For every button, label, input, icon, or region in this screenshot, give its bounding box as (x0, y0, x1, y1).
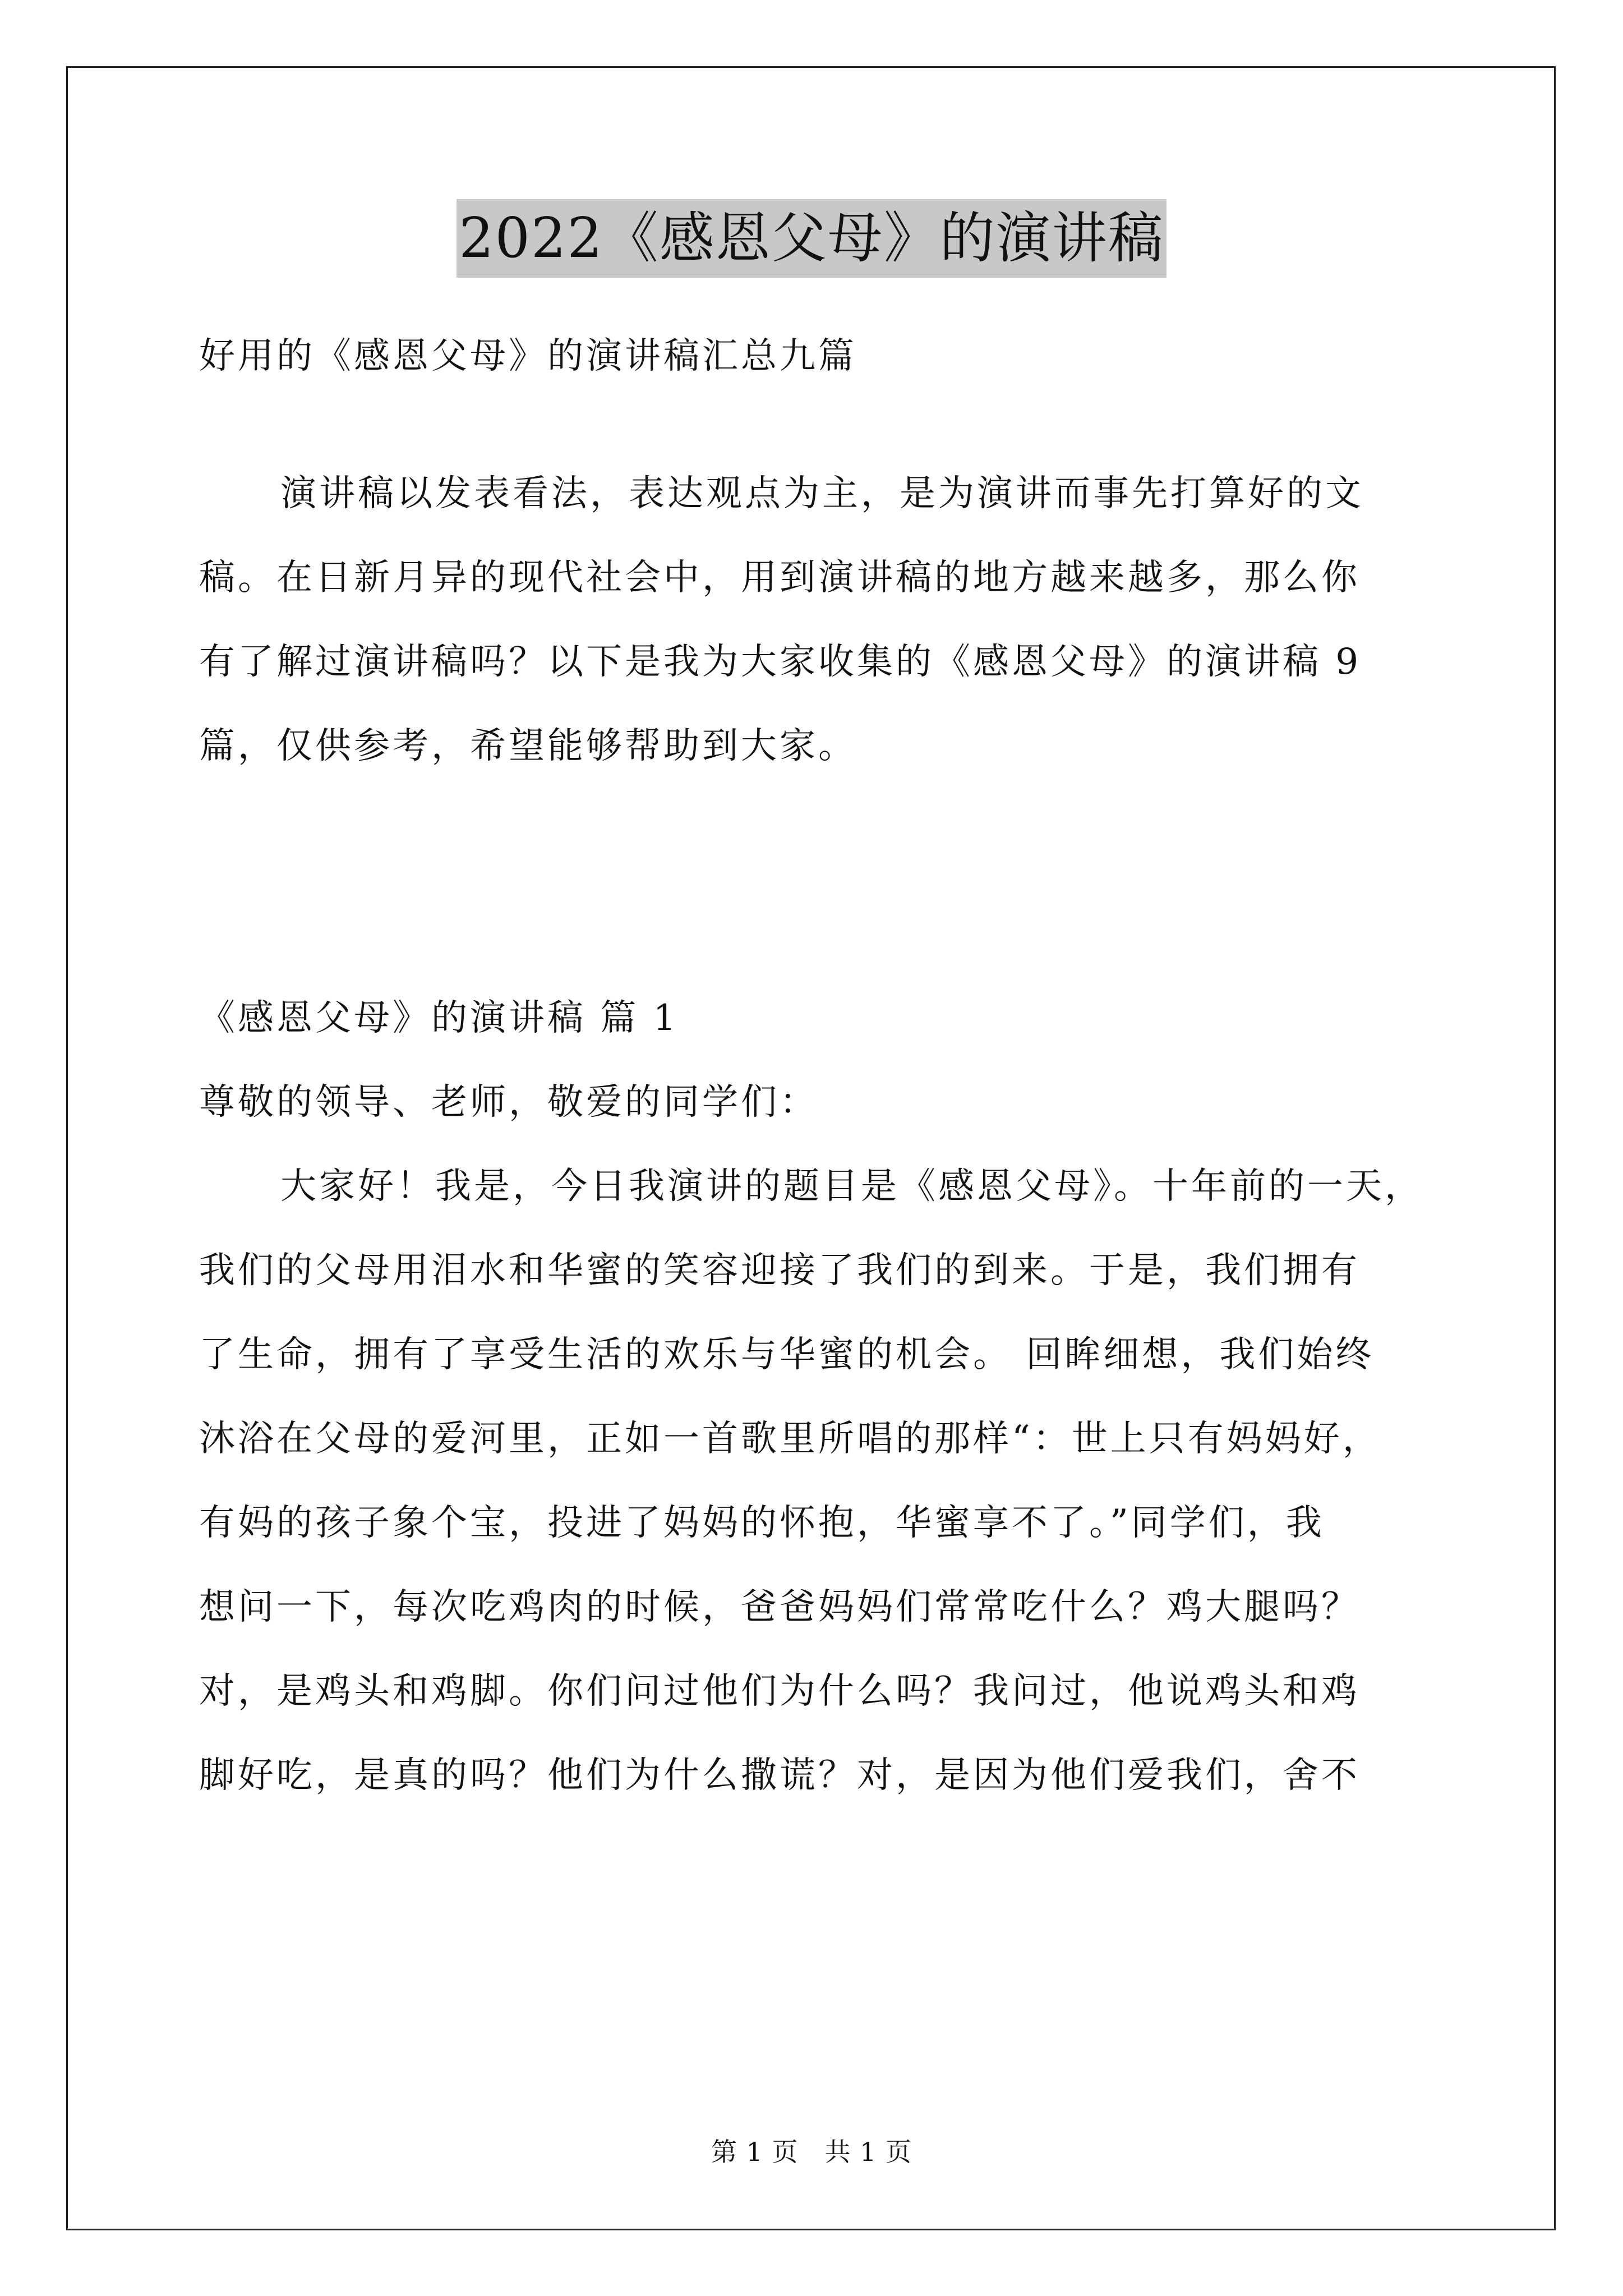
subtitle-block (199, 314, 1450, 398)
section-block (199, 976, 1450, 1818)
body-line: 大家好！我是，今日我演讲的题目是《感恩父母》。十年前的一天， (280, 1166, 1423, 1207)
document-title: 2022《感恩父母》的演讲稿 (457, 199, 1166, 278)
body-line: 想问一下，每次吃鸡肉的时候，爸爸妈妈们常常吃什么？鸡大腿吗？ (199, 1586, 1360, 1628)
section-heading: 《感恩父母》的演讲稿 篇 1 (199, 997, 679, 1039)
document-subtitle: 好用的《感恩父母》的演讲稿汇总九篇 (199, 335, 857, 377)
intro-line: 稿。在日新月异的现代社会中，用到演讲稿的地方越来越多，那么你 (199, 557, 1360, 599)
body-line: 有妈的孩子象个宝，投进了妈妈的怀抱，华蜜享不了。”同学们，我 (199, 1502, 1325, 1544)
intro-paragraph (199, 452, 1450, 788)
intro-line: 篇，仅供参考，希望能够帮助到大家。 (199, 725, 857, 767)
body-line: 了生命，拥有了享受生活的欢乐与华蜜的机会。 回眸细想，我们始终 (199, 1334, 1375, 1375)
body-line: 沐浴在父母的爱河里，正如一首歌里所唱的那样“：世上只有妈妈好， (199, 1418, 1381, 1460)
greeting: 尊敬的领导、老师，敬爱的同学们： (199, 1082, 818, 1123)
title-container (0, 199, 1623, 278)
body-line: 对，是鸡头和鸡脚。你们问过他们为什么吗？我问过，他说鸡头和鸡 (199, 1671, 1360, 1712)
body-line: 我们的父母用泪水和华蜜的笑容迎接了我们的到来。于是，我们拥有 (199, 1250, 1360, 1291)
body-line: 脚好吃，是真的吗？他们为什么撒谎？对，是因为他们爱我们，舍不 (199, 1755, 1360, 1796)
intro-line: 演讲稿以发表看法，表达观点为主，是为演讲而事先打算好的文 (280, 473, 1364, 514)
page-footer: 第 1 页 共 1 页 (711, 2137, 912, 2167)
intro-line: 有了解过演讲稿吗？以下是我为大家收集的《感恩父母》的演讲稿 9 (199, 641, 1362, 683)
